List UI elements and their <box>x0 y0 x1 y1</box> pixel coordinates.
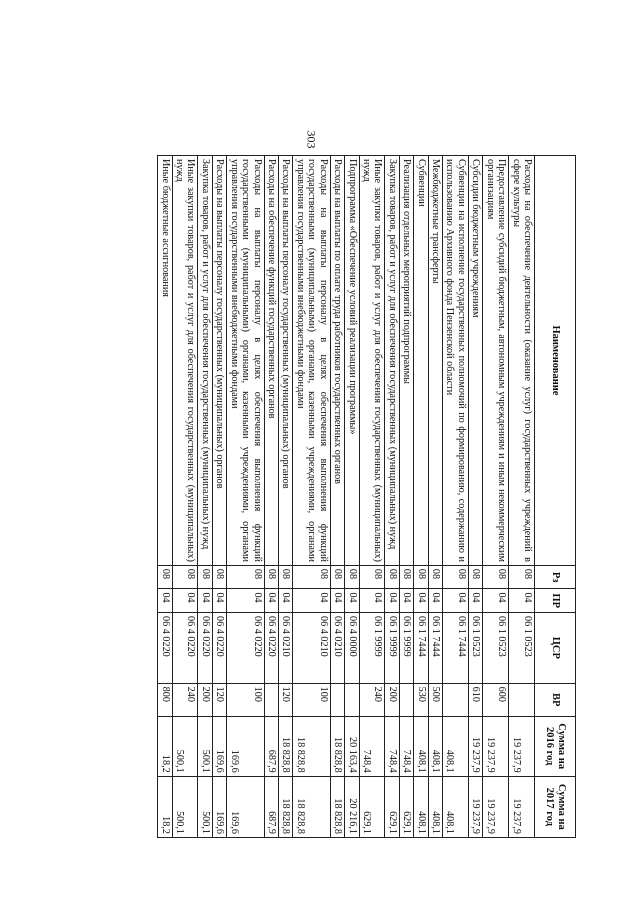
row-rz-cell: 08 <box>264 565 278 589</box>
row-sum-2017-cell: 500,1 <box>198 776 212 837</box>
table-row <box>399 156 413 838</box>
row-name-cell: Расходы на выплаты персоналу в целях обеспечения выполнения функций государственными (муниципальными) органами, казенными учреждениями, органами управления государственными внебюджетными фондами <box>227 156 264 566</box>
table-header-row <box>535 156 576 838</box>
row-name-cell: Расходы на выплаты персоналу государственных (муниципальных) органов <box>278 156 292 566</box>
row-pr-cell: 04 <box>278 589 292 613</box>
row-vr-cell: 530 <box>414 683 428 716</box>
row-vr-cell: 600 <box>483 683 509 716</box>
row-rz-cell: 08 <box>385 565 399 589</box>
row-vr-cell <box>509 683 535 716</box>
row-rz-cell: 08 <box>468 565 482 589</box>
row-rz-cell: 08 <box>443 565 469 589</box>
row-name-cell: Иные бюджетные ассигнования <box>158 156 172 566</box>
row-sum-2016-cell: 18,2 <box>158 716 172 776</box>
row-sum-2016-cell: 169,6 <box>212 716 226 776</box>
row-sum-2016-cell: 408,1 <box>414 716 428 776</box>
row-rz-cell: 08 <box>198 565 212 589</box>
row-vr-cell: 200 <box>198 683 212 716</box>
row-name-cell: Предоставление субсидий бюджетным, автономным учреждениям и иным некоммерческим организациям <box>483 156 509 566</box>
row-vr-cell <box>330 683 344 716</box>
table-row <box>414 156 428 838</box>
row-vr-cell: 100 <box>293 683 330 716</box>
row-name-cell: Субсидии бюджетным учреждениям <box>468 156 482 566</box>
row-pr-cell: 04 <box>399 589 413 613</box>
row-rz-cell: 08 <box>483 565 509 589</box>
row-name-cell: Расходы на выплаты по оплате труда работников государственных органов <box>330 156 344 566</box>
table-row <box>278 156 292 838</box>
header-rz: Рз <box>535 565 576 589</box>
row-sum-2016-cell: 500,1 <box>198 716 212 776</box>
row-name-cell: Иные закупки товаров, работ и услуг для обеспечения государственных (муниципальных) нужд <box>172 156 198 566</box>
row-vr-cell: 120 <box>212 683 226 716</box>
row-pr-cell: 04 <box>330 589 344 613</box>
row-rz-cell: 08 <box>509 565 535 589</box>
row-rz-cell: 08 <box>212 565 226 589</box>
row-rz-cell: 08 <box>293 565 330 589</box>
row-csr-cell: 06 1 7444 <box>443 613 469 684</box>
row-csr-cell: 06 1 9999 <box>399 613 413 684</box>
row-name-cell: Подпрограмма «Обеспечение условий реализации программы» <box>345 156 359 566</box>
row-csr-cell: 06 1 9999 <box>359 613 385 684</box>
table-row <box>443 156 469 838</box>
row-vr-cell: 200 <box>385 683 399 716</box>
row-pr-cell: 04 <box>212 589 226 613</box>
row-pr-cell: 04 <box>414 589 428 613</box>
row-sum-2016-cell: 748,4 <box>359 716 385 776</box>
row-name-cell: Закупка товаров, работ и услуг для обеспечения государственных (муниципальных) нужд <box>385 156 399 566</box>
row-rz-cell: 08 <box>158 565 172 589</box>
table-row <box>172 156 198 838</box>
row-pr-cell: 04 <box>172 589 198 613</box>
row-sum-2017-cell: 629,1 <box>359 776 385 837</box>
row-vr-cell <box>345 683 359 716</box>
row-sum-2017-cell: 19 237,9 <box>509 776 535 837</box>
table-row <box>345 156 359 838</box>
row-vr-cell <box>264 683 278 716</box>
header-sum-2017: Сумма на 2017 год <box>535 776 576 837</box>
row-csr-cell: 06 4 0210 <box>330 613 344 684</box>
row-sum-2017-cell: 18 828,8 <box>330 776 344 837</box>
row-name-cell: Расходы на выплаты персоналу государственных (муниципальных) органов <box>212 156 226 566</box>
row-name-cell: Межбюджетные трансферты <box>428 156 442 566</box>
row-csr-cell: 06 4 0210 <box>278 613 292 684</box>
row-csr-cell: 06 4 0220 <box>264 613 278 684</box>
row-csr-cell: 06 4 0220 <box>158 613 172 684</box>
header-sum-2016: Сумма на 2016 год <box>535 716 576 776</box>
row-name-cell: Расходы на обеспечение деятельности (оказание услуг) государственных учреждений в сфере культуры <box>509 156 535 566</box>
row-sum-2016-cell: 748,4 <box>385 716 399 776</box>
row-rz-cell: 08 <box>428 565 442 589</box>
row-vr-cell: 240 <box>172 683 198 716</box>
row-sum-2017-cell: 19 237,9 <box>483 776 509 837</box>
row-sum-2016-cell: 748,4 <box>399 716 413 776</box>
table-row <box>509 156 535 838</box>
row-csr-cell: 06 1 7444 <box>414 613 428 684</box>
table-row <box>198 156 212 838</box>
row-sum-2016-cell: 18 828,8 <box>293 716 330 776</box>
row-sum-2017-cell: 18 828,8 <box>278 776 292 837</box>
row-csr-cell: 06 4 0220 <box>172 613 198 684</box>
row-sum-2017-cell: 19 237,9 <box>468 776 482 837</box>
row-sum-2016-cell: 408,1 <box>443 716 469 776</box>
row-sum-2017-cell: 20 216,1 <box>345 776 359 837</box>
row-csr-cell: 06 4 0220 <box>212 613 226 684</box>
row-vr-cell: 500 <box>428 683 442 716</box>
row-pr-cell: 04 <box>227 589 264 613</box>
row-sum-2016-cell: 19 237,9 <box>509 716 535 776</box>
row-pr-cell: 04 <box>443 589 469 613</box>
row-sum-2017-cell: 408,1 <box>443 776 469 837</box>
row-csr-cell: 06 1 7444 <box>428 613 442 684</box>
table-row <box>468 156 482 838</box>
row-sum-2016-cell: 687,9 <box>264 716 278 776</box>
row-csr-cell: 06 1 0523 <box>468 613 482 684</box>
row-csr-cell: 06 1 0523 <box>509 613 535 684</box>
row-sum-2016-cell: 169,6 <box>227 716 264 776</box>
row-csr-cell: 06 4 0000 <box>345 613 359 684</box>
row-sum-2017-cell: 408,1 <box>428 776 442 837</box>
row-vr-cell: 120 <box>278 683 292 716</box>
row-rz-cell: 08 <box>399 565 413 589</box>
row-sum-2017-cell: 408,1 <box>414 776 428 837</box>
row-name-cell: Расходы на обеспечение функций государственных органов <box>264 156 278 566</box>
row-rz-cell: 08 <box>345 565 359 589</box>
table-row <box>359 156 385 838</box>
row-sum-2016-cell: 18 828,8 <box>330 716 344 776</box>
row-pr-cell: 04 <box>158 589 172 613</box>
table-row <box>158 156 172 838</box>
row-sum-2017-cell: 169,6 <box>227 776 264 837</box>
row-sum-2017-cell: 687,9 <box>264 776 278 837</box>
row-rz-cell: 08 <box>330 565 344 589</box>
row-sum-2016-cell: 500,1 <box>172 716 198 776</box>
row-pr-cell: 04 <box>428 589 442 613</box>
row-sum-2017-cell: 169,6 <box>212 776 226 837</box>
table-row <box>212 156 226 838</box>
row-sum-2016-cell: 19 237,9 <box>468 716 482 776</box>
row-pr-cell: 04 <box>198 589 212 613</box>
row-name-cell: Субвенции <box>414 156 428 566</box>
row-pr-cell: 04 <box>359 589 385 613</box>
table-body <box>158 156 535 838</box>
header-pr: ПР <box>535 589 576 613</box>
row-csr-cell: 06 1 0523 <box>483 613 509 684</box>
table-row <box>264 156 278 838</box>
row-sum-2017-cell: 629,1 <box>399 776 413 837</box>
row-vr-cell: 800 <box>158 683 172 716</box>
rotated-page-content <box>100 155 576 838</box>
row-csr-cell: 06 4 0220 <box>227 613 264 684</box>
row-sum-2017-cell: 629,1 <box>385 776 399 837</box>
header-vr: ВР <box>535 683 576 716</box>
row-name-cell: Реализация отдельных мероприятий подпрограммы <box>399 156 413 566</box>
row-sum-2017-cell: 500,1 <box>172 776 198 837</box>
row-rz-cell: 08 <box>359 565 385 589</box>
row-csr-cell: 06 1 9999 <box>385 613 399 684</box>
row-name-cell: Расходы на выплаты персоналу в целях обеспечения выполнения функций государственными (муниципальными) органами, казенными учреждениями, органами управления государственными внебюджетными фондами <box>293 156 330 566</box>
row-sum-2017-cell: 18,2 <box>158 776 172 837</box>
row-sum-2016-cell: 408,1 <box>428 716 442 776</box>
table-row <box>330 156 344 838</box>
page-number: 303 <box>304 130 319 149</box>
header-csr: ЦСР <box>535 613 576 684</box>
row-name-cell: Субвенции на исполнение государственных полномочий по формированию, содержанию и использованию Архивного фонда Пензенской области <box>443 156 469 566</box>
row-pr-cell: 04 <box>385 589 399 613</box>
row-rz-cell: 08 <box>414 565 428 589</box>
row-pr-cell: 04 <box>468 589 482 613</box>
row-vr-cell <box>399 683 413 716</box>
row-pr-cell: 04 <box>345 589 359 613</box>
header-name: Наименование <box>535 156 576 566</box>
row-vr-cell: 610 <box>468 683 482 716</box>
table-row <box>227 156 264 838</box>
row-sum-2017-cell: 18 828,8 <box>293 776 330 837</box>
row-csr-cell: 06 4 0210 <box>293 613 330 684</box>
row-sum-2016-cell: 19 237,9 <box>483 716 509 776</box>
row-rz-cell: 08 <box>278 565 292 589</box>
table-row <box>428 156 442 838</box>
row-sum-2016-cell: 18 828,8 <box>278 716 292 776</box>
row-pr-cell: 04 <box>264 589 278 613</box>
row-name-cell: Закупка товаров, работ и услуг для обеспечения государственных (муниципальных) нужд <box>198 156 212 566</box>
row-rz-cell: 08 <box>227 565 264 589</box>
row-rz-cell: 08 <box>172 565 198 589</box>
row-vr-cell: 240 <box>359 683 385 716</box>
table-row <box>385 156 399 838</box>
row-pr-cell: 04 <box>483 589 509 613</box>
row-csr-cell: 06 4 0220 <box>198 613 212 684</box>
row-vr-cell: 100 <box>227 683 264 716</box>
row-pr-cell: 04 <box>293 589 330 613</box>
table-row <box>293 156 330 838</box>
table-row <box>483 156 509 838</box>
row-sum-2016-cell: 20 163,4 <box>345 716 359 776</box>
row-pr-cell: 04 <box>509 589 535 613</box>
row-name-cell: Иные закупки товаров, работ и услуг для обеспечения государственных (муниципальных) нужд <box>359 156 385 566</box>
budget-table <box>157 155 576 838</box>
row-vr-cell <box>443 683 469 716</box>
